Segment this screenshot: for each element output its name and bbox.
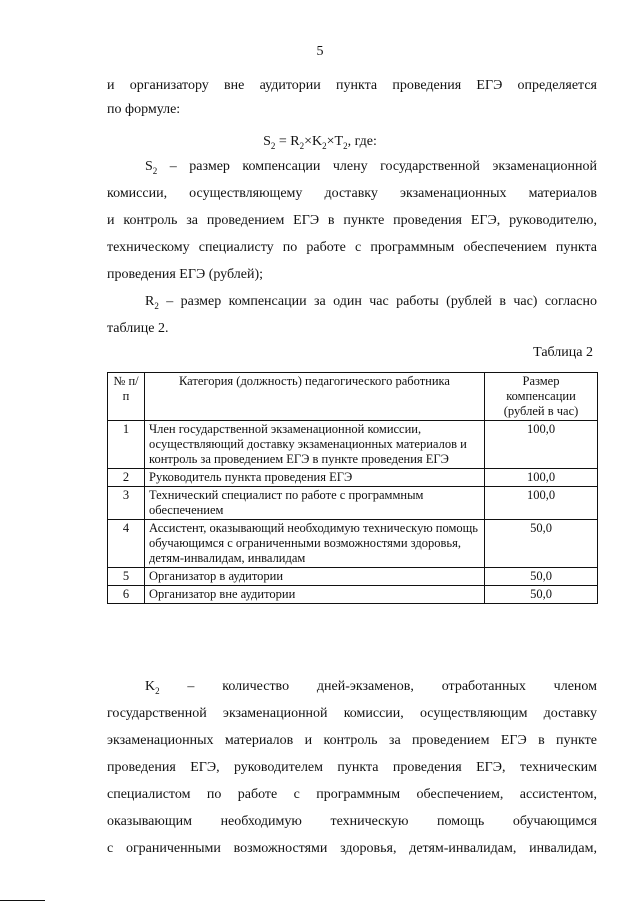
table-row: 2 Руководитель пункта проведения ЕГЭ 100,0	[108, 469, 598, 487]
compensation-table	[107, 372, 598, 604]
document-page: 5 и организатору вне аудитории пункта проведения ЕГЭ определяется по формуле: $S_2 = R_2\times K_2\times T_2$, где: $S_2$ – размер компенсации члену государственной экзаменационной комиссии, осуществляющему доставку экзаменационных материалов и контроль за проведением ЕГЭ в пункте проведения ЕГЭ, руководителю, техническому специалисту по работе с программным обеспечением пункта проведения ЕГЭ (рублей); $R_2$ – размер компенсации за один час работы (рублей в час) согласно таблице 2. Таблица 2 № п/п Категория (должность) педагогического работника Размер компенсации (рублей в час) 1 Член государственной экзаменационной комиссии, осуществляющий доставку экзаменационных материалов и контроль за проведением ЕГЭ в пункте проведения ЕГЭ 100,0 2 Руководитель пункта проведения ЕГЭ 100,0 3 Технический специалист по работе с программным обеспечением 100,0 4 Ассистент, оказывающий необходимую техническую помощь обучающимся с ограниченными возможностями здоровья, детям-инвалидам, инвалидам 50,0 5 Организатор в аудитории 50,0 6 Организатор вне аудитории 50,0 $K_2$ – количество дней-экзаменов, отработанных членом государственной экзаменационной комиссии, осуществляющим доставку экзаменационных материалов и контроль за проведением ЕГЭ в пункте проведения ЕГЭ, руководителем пункта проведения ЕГЭ, техническим специалистом по работе с программным обеспечением, ассистентом, оказывающим необходимую техническую помощь обучающимся с ограниченными возможностями здоровья, детям-инвалидам, инвалидам,	[0, 0, 640, 905]
header-number: № п/п	[108, 373, 145, 421]
table-row: 4 Ассистент, оказывающий необходимую техническую помощь обучающимся с ограниченными возможностями здоровья, детям-инвалидам, инвалидам 50,0	[108, 520, 598, 568]
page-number: 5	[316, 44, 324, 59]
table-caption: Таблица 2	[533, 345, 593, 360]
table-row: 5 Организатор в аудитории 50,0	[108, 568, 598, 586]
footnote-divider	[0, 900, 45, 901]
formula: $S_2 = R_2\times K_2\times T_2$, где:	[263, 134, 377, 151]
table-row: 3 Технический специалист по работе с программным обеспечением 100,0	[108, 487, 598, 520]
table-row: 6 Организатор вне аудитории 50,0	[108, 586, 598, 604]
table-header-row	[108, 373, 598, 421]
header-amount: Размер компенсации (рублей в час)	[485, 373, 598, 421]
header-category: Категория (должность) педагогического работника	[145, 373, 485, 421]
table-row: 1 Член государственной экзаменационной комиссии, осуществляющий доставку экзаменационных материалов и контроль за проведением ЕГЭ в пункте проведения ЕГЭ 100,0	[108, 421, 598, 469]
intro-line-1: и организатору вне аудитории пункта проведения ЕГЭ определяется	[107, 78, 597, 93]
intro-line-2: по формуле:	[107, 102, 181, 117]
